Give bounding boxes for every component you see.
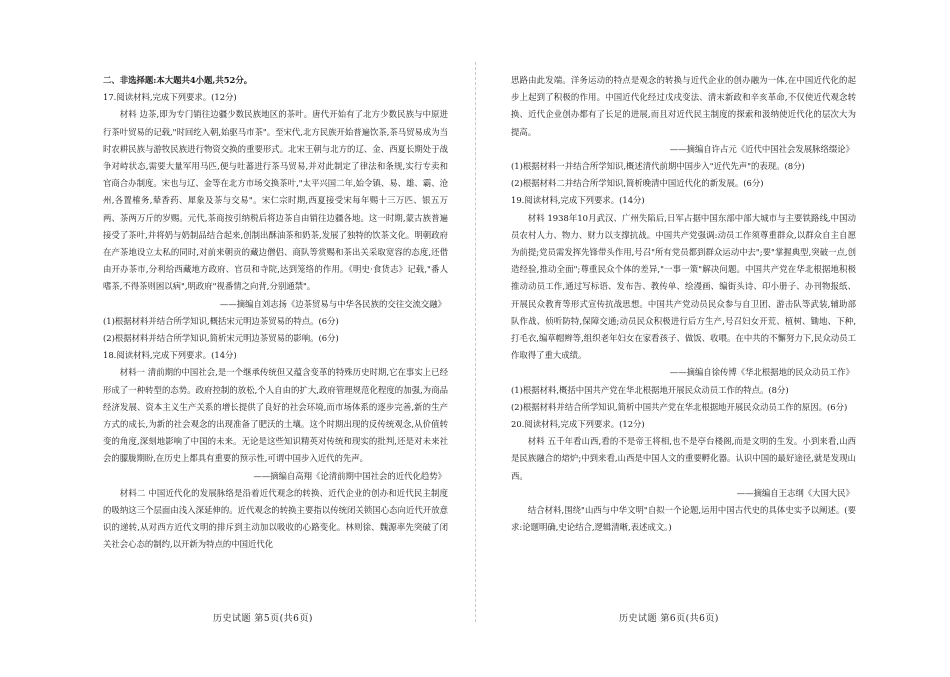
q18-material-2-continued: 思路由此发端。洋务运动的特点是观念的转换与近代企业的创办融为一体,在中国近代化的起步上起到了积极的作用。中国近代化经过戊戌变法、清末新政和辛亥革命,不仅使近代观念转换、近代企业创办都有了长足的进展,而且对近代民主制度的探索和汲纳使近代化的层次大为提高。 xyxy=(511,75,856,137)
q20-source: ——摘编自王志纲《大国大民》 xyxy=(736,487,854,498)
q17-material: 材料 边茶,即为专门销往边疆少数民族地区的茶叶。唐代开始有了北方少数民族与中原进行茶叶贸易的记载,"时回纥入朝,始驱马市茶"。至宋代,北方民族开始普遍饮茶,茶马贸易成为当时农耕民族与游牧民族进行物资交换的重要形式。北宋王朝与北方的辽、金、西夏长期处于战争对峙状态,需要大量军用马匹,便与吐蕃进行茶马贸易,并对此制定了律法和条规,实行专卖和官商合办制度。宋也与辽、金等在北方市场交换茶叶,"太平兴国二年,始令镇、易、雄、霸、沧州,各置榷务,辇香药、犀象及茶与交易"。宋仁宗时期,西夏接受宋每年赐十三万匹、银五万两、茶两万斤的岁赐。元代,茶商按引纳税后将边茶自由销往边疆各地。这一时期,蒙古族普遍接受了茶叶,并将奶与奶制品结合起来,创制出酥油茶和奶茶,发展了独特的饮茶文化。明朝政府在产茶地设立太私的同时,对前来朝贡的藏边僧侣、商队等赏赐和茶出关采取宽容的态度,还借由开办茶市,分利给西藏地方政府、官员和寺院,达到笼络的作用。《明史·食货志》记载,"番人嗜茶,不得茶则困以病",明政府"视番情之向背,分别通禁"。 xyxy=(103,109,448,292)
q17-sub2: (2)根据材料并结合所学知识,简析宋元明边茶贸易的影响。(6分) xyxy=(103,333,339,344)
q20-title: 20.阅读材料,完成下列要求。(12分) xyxy=(511,419,645,430)
q20-requirement: 结合材料,围绕"山西与中华文明"自拟一个论题,运用中国古代史的具体史实予以阐述。(要求:论题明确,史论结合,逻辑清晰,表述成文。) xyxy=(511,505,856,533)
left-column xyxy=(103,72,448,554)
q17-sub1: (1)根据材料并结合所学知识,概括宋元明边茶贸易的特点。(6分) xyxy=(103,315,339,326)
q19-source: ——摘编自徐传博《华北根据地的民众动员工作》 xyxy=(669,367,854,378)
q18-title: 18.阅读材料,完成下列要求。(14分) xyxy=(103,350,237,361)
q17-source: ——摘编自刘志扬《边茶贸易与中华各民族的交往交流交融》 xyxy=(219,298,446,309)
q18-sub2: (2)根据材料二并结合所学知识,简析晚清中国近代化的新发展。(6分) xyxy=(511,178,764,189)
q18-material-2: 材料二 中国近代化的发展脉络是沿着近代观念的转换、近代企业的创办和近代民主制度的吸纳这三个层面由浅入深延伸的。近代观念的转换主要指以传统闭关锁国心态向近代开放意识的递转,从对西方近代文明的排斥到主动加以吸收的心路变化。林则徐、魏源率先突破了闭关社会心态的制约,以开新为特点的中国近代化 xyxy=(103,487,448,550)
q18-sub1: (1)根据材料一并结合所学知识,概述清代前期中国步入"近代先声"的表现。(8分) xyxy=(511,161,805,172)
q19-title: 19.阅读材料,完成下列要求。(14分) xyxy=(511,195,645,206)
page-footer-right: 历史试题 第6页(共6页) xyxy=(619,614,719,624)
right-column xyxy=(511,72,856,536)
q19-sub1: (1)根据材料,概括中国共产党在华北根据地开展民众动员工作的特点。(8分) xyxy=(511,384,789,395)
q19-material: 材料 1938年10月武汉、广州失陷后,日军占据中国东部中部大城市与主要铁路线,中国动员农村人力、物力、财力以支撑抗战。中国共产党强调:动员工作须尊重群众,以群众自主自愿为前提;党员需发挥先锋带头作用,号召"所有党员都到群众运动中去";要"掌握典型,突破一点,创造经验,推动全面";尊重民众个体的差异,"一事一策"解决问题。中国共产党在华北根据地积极推动动员工作,通过写标语、发布告、教传单、绘漫画、编街头诗、印小册子、办刊物报纸、开展民众教育等形式宣传抗战思想。中国共产党动员民众参与自卫团、游击队等武装,辅助部队作战、侦听防特,保障交通;动员民众积极进行后方生产,号召妇女开荒、植树、锄地、下种,打毛衣,编草帽辫等,组织老年妇女在家看孩子、做饭、收喂。在中共的不懈努力下,民众动员工作取得了重大成绩。 xyxy=(511,212,856,361)
q18-material-1: 材料一 清前期的中国社会,是一个继承传统但又蕴含变革的特殊历史时期,它在事实上已经形成了一种转型的态势。政府控制的放松,个人自由的扩大,政府管理规范化程度的加强,为商品经济发展、资本主义生产关系的增长提供了良好的社会环境,而市场体系的逐步完善,新的生产方式的成长,为新的社会观念的出现准备了肥沃的土壤。这个时期出现的反传统观念,从价值转变的角度,深刻地影响了中国的未来。无论是这些知识精英对传统和现实的批判,还是对未来社会的朦胧期盼,在历史上都具有重要的预示性,可谓中国步入近代的先声。 xyxy=(103,367,448,464)
q17-title: 17.阅读材料,完成下列要求。(12分) xyxy=(103,92,237,103)
section-heading: 二、非选择题:本大题共4小题,共52分。 xyxy=(103,75,253,85)
q20-material: 材料 五千年看山西,看的不是帝王将相,也不是亭台楼阁,而是文明的生发。小到来看,山西是民族融合的熔炉;中到来看,山西是中国人文的重要孵化器。认识中国的最好途径,就是发现山西。 xyxy=(511,436,856,481)
column-divider xyxy=(475,62,476,622)
page-footer-left: 历史试题 第5页(共6页) xyxy=(213,614,313,624)
q19-sub2: (2)根据材料并结合所学知识,简析中国共产党在华北根据地开展民众动员工作的原因。(6分) xyxy=(511,401,848,412)
q18-material-2-source: ——摘编自许占元《近代中国社会发展脉络缀论》 xyxy=(669,143,854,154)
q18-material-1-source: ——摘编自高翔《论清前期中国社会的近代化趋势》 xyxy=(253,470,446,481)
